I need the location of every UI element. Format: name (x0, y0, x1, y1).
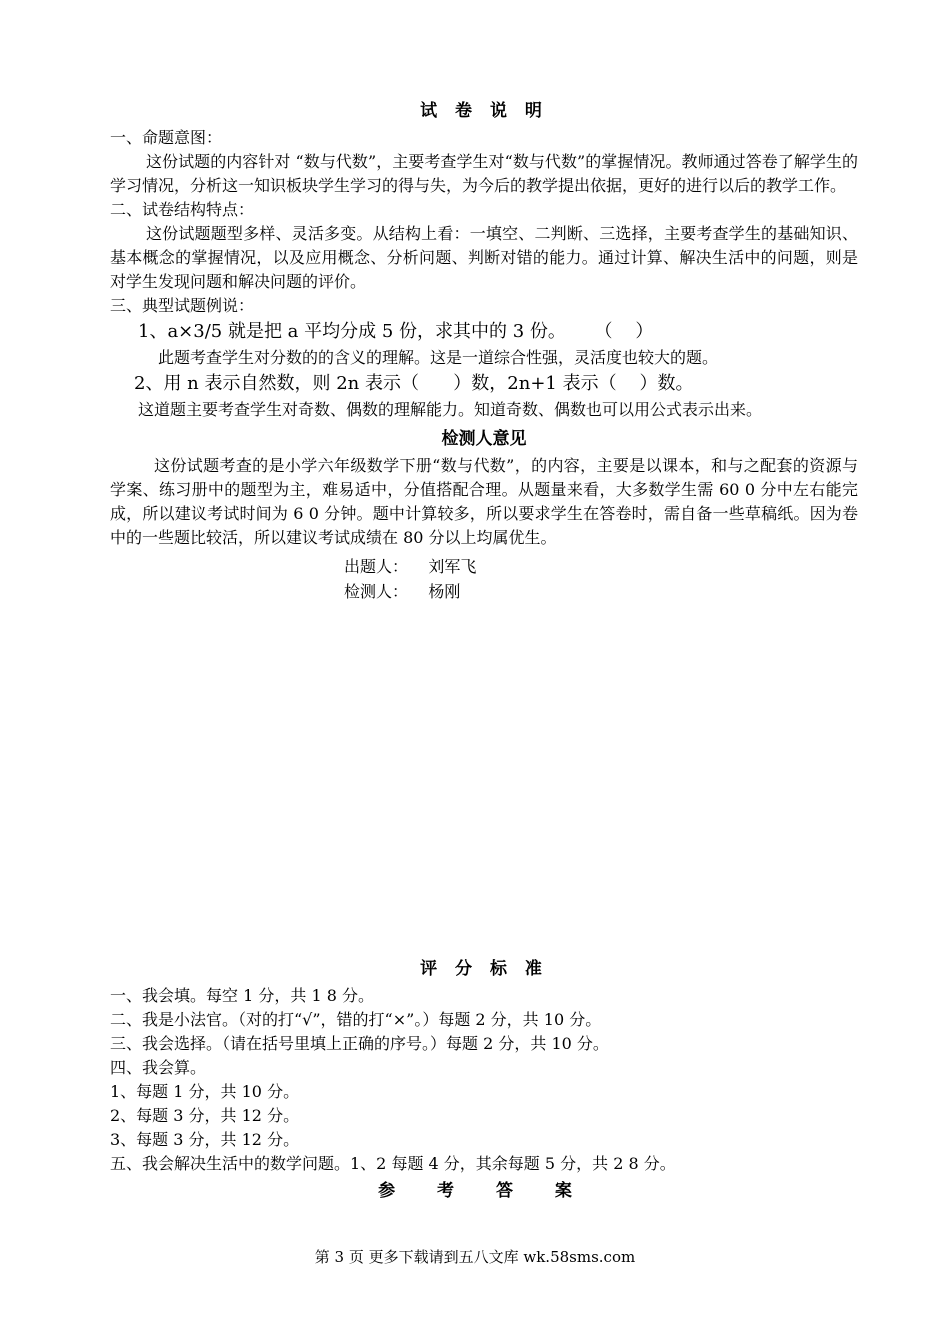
example-2: 2、用 n 表示自然数，则 2n 表示（ ）数，2n+1 表示（ ）数。 (134, 373, 694, 394)
scoring-line: 二、我是小法官。（对的打“√”，错的打“×”。）每题 2 分，共 10 分。 (110, 1010, 602, 1029)
question-setter: 出题人： 刘军飞 (344, 557, 477, 576)
scoring-line: 3、每题 3 分，共 12 分。 (110, 1130, 300, 1149)
page-footer: 第 3 页 更多下载请到五八文库 wk.58sms.com (314, 1248, 636, 1266)
example-1: 1、a×3/5 就是把 a 平均分成 5 份，求其中的 3 份。 （ ） (138, 321, 654, 342)
blank-space (110, 604, 858, 954)
reference-answer-title: 参 考 答 案 (378, 1181, 590, 1201)
scoring-standard-title: 评 分 标 准 (420, 959, 548, 979)
scoring-line: 1、每题 1 分，共 10 分。 (110, 1082, 300, 1101)
scoring-line: 2、每题 3 分，共 12 分。 (110, 1106, 300, 1125)
reviewer-opinion-paragraph: 这份试题考查的是小学六年级数学下册“数与代数”，的内容，主要是以课本，和与之配套的资源与学案、练习册中的题型为主，难易适中，分值搭配合理。从题量来看，大多数学生需 60 0 分中左右能完成，所以建议考试时间为 6 0 分钟。题中计算较多，所以要求学生在答卷时，需自备一些草稿纸。因为卷中的一些题比较活，所以建议考试成绩在 80 分以上均属优生。 (110, 456, 858, 547)
paragraph-structure: 这份试题题型多样、灵活多变。从结构上看：一填空、二判断、三选择，主要考查学生的基础知识、基本概念的掌握情况，以及应用概念、分析问题、判断对错的能力。通过计算、解决生活中的问题，则是对学生发现问题和解决问题的评价。 (110, 224, 858, 291)
example-1-note: 此题考查学生对分数的的含义的理解。这是一道综合性强，灵活度也较大的题。 (158, 348, 719, 367)
exam-description-title: 试 卷 说 明 (420, 101, 548, 121)
scoring-line: 五、我会解决生活中的数学问题。1、2 每题 4 分，其余每题 5 分，共 2 8 分。 (110, 1154, 676, 1173)
paragraph-intent: 这份试题的内容针对 “数与代数”，主要考查学生对“数与代数”的掌握情况。教师通过答卷了解学生的学习情况，分析这一知识板块学生学习的得与失，为今后的教学提出依据，更好的进行以后的教学工作。 (110, 152, 858, 195)
heading-examples: 三、典型试题例说： (110, 296, 255, 315)
example-2-note: 这道题主要考查学生对奇数、偶数的理解能力。知道奇数、偶数也可以用公式表示出来。 (138, 400, 763, 419)
scoring-line: 四、我会算。 (110, 1058, 207, 1077)
heading-structure: 二、试卷结构特点： (110, 200, 255, 219)
document-page (110, 96, 858, 1206)
scoring-line: 一、我会填。每空 1 分，共 1 8 分。 (110, 986, 374, 1005)
heading-intent: 一、命题意图： (110, 128, 223, 147)
scoring-line: 三、我会选择。（请在括号里填上正确的序号。）每题 2 分，共 10 分。 (110, 1034, 609, 1053)
reviewer: 检测人： 杨刚 (344, 582, 461, 601)
reviewer-opinion-title: 检测人意见 (441, 429, 527, 449)
